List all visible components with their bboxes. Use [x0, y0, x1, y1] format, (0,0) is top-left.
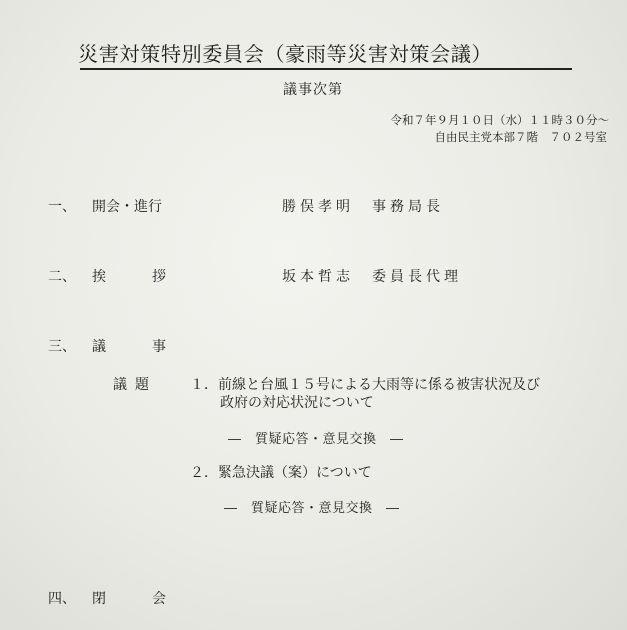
- document-title: 災害対策特別委員会（豪雨等災害対策会議）: [78, 42, 493, 66]
- meeting-location: 自由民主党本部７階 ７０２号室: [434, 130, 607, 144]
- item-number: 二、: [48, 269, 76, 285]
- agenda-topic-2-note: ― 質疑応答・意見交換 ―: [224, 501, 400, 516]
- item-number: 三、: [48, 339, 76, 355]
- document-subtitle: 議事次第: [283, 82, 343, 98]
- item-person-greeting: 坂本哲志 委員長代理: [282, 269, 462, 285]
- title-underline: [80, 68, 572, 70]
- agenda-topic-1-line2: 政府の対応状況について: [220, 395, 374, 411]
- agenda-topic-1-line1: １．前線と台風１５号による大雨等に係る被害状況及び: [190, 377, 540, 393]
- item-label-opening: 開会・進行: [92, 199, 162, 215]
- meeting-datetime: 令和７年９月１０日（水）１１時３０分～: [390, 113, 609, 127]
- item-person-opening: 勝俣孝明 事務局長: [282, 199, 444, 215]
- item-label-proceedings: 議 事: [92, 339, 172, 355]
- item-label-greeting: 挨 拶: [92, 269, 172, 285]
- item-label-closing: 閉 会: [92, 591, 172, 607]
- agenda-heading: 議題: [113, 377, 157, 393]
- item-number: 四、: [48, 591, 76, 607]
- agenda-topic-1-note: ― 質疑応答・意見交換 ―: [228, 432, 404, 447]
- item-number: 一、: [48, 199, 76, 215]
- agenda-topic-2-line1: ２．緊急決議（案）について: [190, 465, 372, 481]
